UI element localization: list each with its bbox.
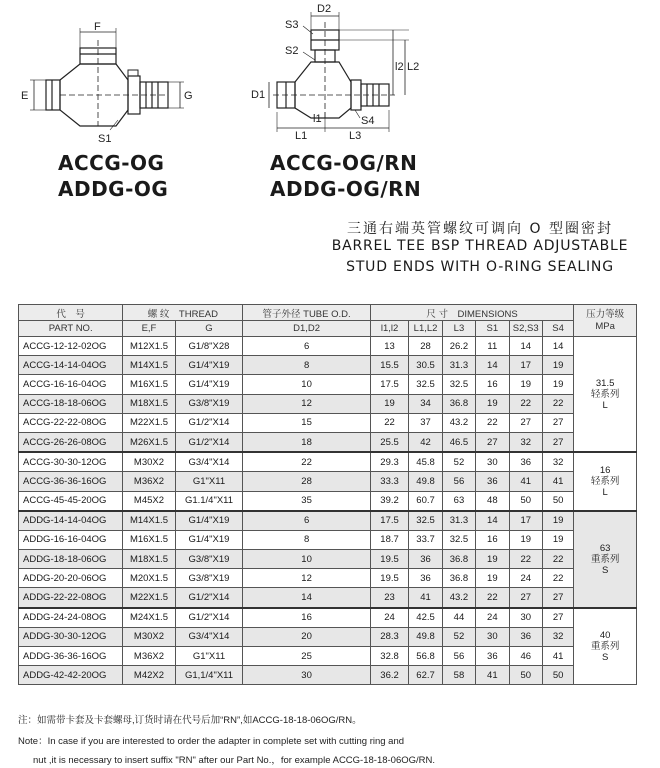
header-s4: S4 bbox=[542, 321, 573, 337]
table-cell: 19 bbox=[542, 530, 573, 549]
header-thread: 螺 纹 THREAD bbox=[123, 305, 243, 321]
header-pressure: 压力等级 MPa bbox=[574, 305, 637, 337]
header-g: G bbox=[175, 321, 243, 337]
table-row bbox=[19, 569, 637, 588]
table-cell: 32.5 bbox=[409, 375, 442, 394]
table-cell: 36 bbox=[409, 569, 442, 588]
table-cell: M36X2 bbox=[123, 647, 175, 666]
header-part-no: PART NO. bbox=[19, 321, 123, 337]
table-cell: 23 bbox=[370, 588, 409, 608]
table-row bbox=[19, 608, 637, 628]
table-cell: 36 bbox=[509, 627, 542, 646]
table-cell: 14 bbox=[476, 511, 509, 531]
table-cell: 37 bbox=[409, 413, 442, 432]
part-number-cell: ADDG-42-42-20OG bbox=[19, 666, 123, 685]
tee-fitting-rn-diagram bbox=[245, 0, 425, 140]
table-cell: 10 bbox=[243, 550, 370, 569]
table-cell: 32.5 bbox=[442, 530, 475, 549]
table-cell: 62.7 bbox=[409, 666, 442, 685]
pressure-code: S bbox=[601, 564, 609, 576]
table-cell: 10 bbox=[243, 375, 370, 394]
table-cell: 14 bbox=[509, 337, 542, 356]
table-cell: 19 bbox=[476, 394, 509, 413]
table-row bbox=[19, 394, 637, 413]
pressure-series: 轻系列 bbox=[590, 388, 620, 400]
table-cell: 52 bbox=[442, 452, 475, 472]
header-l1l2: l1,l2 bbox=[370, 321, 409, 337]
table-cell: G1/8"X28 bbox=[175, 337, 243, 356]
table-row bbox=[19, 647, 637, 666]
table-cell: 50 bbox=[542, 491, 573, 511]
table-row bbox=[19, 530, 637, 549]
table-row bbox=[19, 356, 637, 375]
part-number-cell: ACCG-14-14-04OG bbox=[19, 356, 123, 375]
header-d1d2: D1,D2 bbox=[243, 321, 370, 337]
table-cell: 22 bbox=[542, 394, 573, 413]
table-cell: 50 bbox=[509, 666, 542, 685]
table-cell: 19 bbox=[542, 511, 573, 531]
part-number-cell: ADDG-14-14-04OG bbox=[19, 511, 123, 531]
pressure-code: L bbox=[602, 486, 608, 498]
table-cell: G1/2"X14 bbox=[175, 588, 243, 608]
table-cell: 36.2 bbox=[370, 666, 409, 685]
table-cell: G1.1/4"X11 bbox=[175, 491, 243, 511]
table-cell: 33.7 bbox=[409, 530, 442, 549]
part-number-cell: ACCG-30-30-12OG bbox=[19, 452, 123, 472]
pressure-group-cell bbox=[574, 452, 637, 511]
label-s4: S4 bbox=[361, 115, 375, 127]
fitting-drawing-og bbox=[18, 18, 198, 148]
table-cell: 45.8 bbox=[409, 452, 442, 472]
table-cell: 14 bbox=[476, 356, 509, 375]
table-cell: 56 bbox=[442, 647, 475, 666]
table-cell: 49.8 bbox=[409, 627, 442, 646]
table-cell: 41 bbox=[509, 472, 542, 491]
table-cell: 46.5 bbox=[442, 432, 475, 452]
label-l2: l2 bbox=[395, 61, 404, 73]
title-chinese: 三通右端英管螺纹可调向 O 型圈密封 bbox=[347, 221, 613, 237]
table-cell: 32.5 bbox=[442, 375, 475, 394]
table-cell: 56.8 bbox=[409, 647, 442, 666]
table-cell: M14X1.5 bbox=[123, 511, 175, 531]
label-L1: L1 bbox=[295, 130, 308, 140]
table-cell: G1/2"X14 bbox=[175, 608, 243, 628]
table-cell: 34 bbox=[409, 394, 442, 413]
table-cell: M14X1.5 bbox=[123, 356, 175, 375]
table-cell: 17 bbox=[509, 356, 542, 375]
part-number-cell: ADDG-22-22-08OG bbox=[19, 588, 123, 608]
table-cell: G1"X11 bbox=[175, 647, 243, 666]
pressure-value: 31.5 bbox=[595, 377, 615, 389]
label-L2: L2 bbox=[407, 61, 420, 73]
header-dimensions: 尺 寸 DIMENSIONS bbox=[370, 305, 574, 321]
table-cell: 22 bbox=[509, 550, 542, 569]
table-cell: 36.8 bbox=[442, 550, 475, 569]
table-cell: M12X1.5 bbox=[123, 337, 175, 356]
table-cell: 35 bbox=[243, 491, 370, 511]
table-cell: G1,1/4"X11 bbox=[175, 666, 243, 685]
table-cell: 8 bbox=[243, 530, 370, 549]
table-row bbox=[19, 511, 637, 531]
pressure-value: 40 bbox=[599, 630, 611, 641]
table-cell: 19 bbox=[476, 550, 509, 569]
table-cell: 32 bbox=[542, 452, 573, 472]
table-cell: 42.5 bbox=[409, 608, 442, 628]
table-cell: 19 bbox=[542, 375, 573, 394]
table-cell: 49.8 bbox=[409, 472, 442, 491]
part-number-cell: ACCG-16-16-04OG bbox=[19, 375, 123, 394]
table-cell: M22X1.5 bbox=[123, 588, 175, 608]
table-cell: 20 bbox=[243, 627, 370, 646]
table-cell: G1/4"X19 bbox=[175, 356, 243, 375]
label-e: E bbox=[21, 90, 29, 102]
title-english-line2: STUD ENDS WITH O-RING SEALING bbox=[346, 259, 614, 275]
header-tube-od: 管子外径 TUBE O.D. bbox=[243, 305, 370, 321]
pressure-series: 重系列 bbox=[590, 641, 620, 652]
pressure-value: 16 bbox=[599, 464, 611, 476]
table-cell: 39.2 bbox=[370, 491, 409, 511]
table-cell: 28 bbox=[243, 472, 370, 491]
header-L3: L3 bbox=[442, 321, 475, 337]
table-cell: 41 bbox=[542, 472, 573, 491]
table-cell: 48 bbox=[476, 491, 509, 511]
tee-fitting-diagram bbox=[18, 18, 198, 148]
table-cell: 15 bbox=[243, 413, 370, 432]
table-cell: 56 bbox=[442, 472, 475, 491]
table-cell: 43.2 bbox=[442, 588, 475, 608]
pressure-group-cell bbox=[574, 337, 637, 453]
part-number-cell: ADDG-16-16-04OG bbox=[19, 530, 123, 549]
table-cell: 36 bbox=[476, 472, 509, 491]
table-row bbox=[19, 666, 637, 685]
table-cell: 19 bbox=[542, 356, 573, 375]
table-cell: 60.7 bbox=[409, 491, 442, 511]
table-cell: 50 bbox=[542, 666, 573, 685]
pressure-value: 63 bbox=[599, 542, 611, 554]
table-cell: G1/4"X19 bbox=[175, 375, 243, 394]
table-cell: 30 bbox=[509, 608, 542, 628]
table-cell: G1"X11 bbox=[175, 472, 243, 491]
part-number-cell: ADDG-30-30-12OG bbox=[19, 627, 123, 646]
table-cell: M45X2 bbox=[123, 491, 175, 511]
table-cell: G1/4"X19 bbox=[175, 511, 243, 531]
table-row bbox=[19, 413, 637, 432]
table-cell: 27 bbox=[509, 413, 542, 432]
table-cell: M18X1.5 bbox=[123, 550, 175, 569]
table-cell: 30 bbox=[243, 666, 370, 685]
table-cell: M30X2 bbox=[123, 627, 175, 646]
part-number-cell: ACCG-22-22-08OG bbox=[19, 413, 123, 432]
label-d2: D2 bbox=[317, 3, 332, 15]
part-number-cell: ACCG-12-12-02OG bbox=[19, 337, 123, 356]
table-cell: M36X2 bbox=[123, 472, 175, 491]
title-english-line1: BARREL TEE BSP THREAD ADJUSTABLE bbox=[331, 238, 629, 254]
label-l1: l1 bbox=[313, 113, 322, 125]
table-cell: 24 bbox=[370, 608, 409, 628]
part-number-cell: ADDG-36-36-16OG bbox=[19, 647, 123, 666]
table-cell: G3/8"X19 bbox=[175, 569, 243, 588]
dimensions-table bbox=[18, 304, 637, 685]
table-cell: 15.5 bbox=[370, 356, 409, 375]
table-cell: G1/2"X14 bbox=[175, 432, 243, 452]
table-cell: 30.5 bbox=[409, 356, 442, 375]
table-cell: 19.5 bbox=[370, 550, 409, 569]
table-cell: 32 bbox=[509, 432, 542, 452]
table-cell: M16X1.5 bbox=[123, 375, 175, 394]
model-names-og bbox=[58, 150, 168, 202]
part-number-cell: ACCG-45-45-20OG bbox=[19, 491, 123, 511]
table-row bbox=[19, 472, 637, 491]
table-cell: G3/4"X14 bbox=[175, 452, 243, 472]
table-cell: 16 bbox=[476, 530, 509, 549]
label-g: G bbox=[184, 90, 193, 102]
model-name-addg-og-rn: ADDG-OG/RN bbox=[270, 177, 422, 201]
pressure-series: 重系列 bbox=[590, 553, 620, 565]
label-s1: S1 bbox=[98, 133, 112, 145]
table-cell: 31.3 bbox=[442, 356, 475, 375]
table-cell: M30X2 bbox=[123, 452, 175, 472]
table-row bbox=[19, 452, 637, 472]
table-cell: 41 bbox=[542, 647, 573, 666]
table-cell: 17.5 bbox=[370, 375, 409, 394]
table-cell: G3/4"X14 bbox=[175, 627, 243, 646]
table-cell: 30 bbox=[476, 452, 509, 472]
table-cell: 41 bbox=[409, 588, 442, 608]
table-cell: 16 bbox=[476, 375, 509, 394]
part-number-cell: ADDG-24-24-08OG bbox=[19, 608, 123, 628]
table-row bbox=[19, 550, 637, 569]
table-body bbox=[19, 337, 637, 685]
model-name-accg-og: ACCG-OG bbox=[58, 151, 165, 175]
table-cell: 27 bbox=[542, 608, 573, 628]
table-cell: G3/8"X19 bbox=[175, 550, 243, 569]
table-cell: 22 bbox=[243, 452, 370, 472]
table-cell: 30 bbox=[476, 627, 509, 646]
table-cell: 27 bbox=[542, 432, 573, 452]
table-cell: 58 bbox=[442, 666, 475, 685]
table-cell: 46 bbox=[509, 647, 542, 666]
table-row bbox=[19, 588, 637, 608]
table-cell: 8 bbox=[243, 356, 370, 375]
table-cell: 44 bbox=[442, 608, 475, 628]
part-number-cell: ACCG-26-26-08OG bbox=[19, 432, 123, 452]
table-cell: 18 bbox=[243, 432, 370, 452]
table-cell: 22 bbox=[476, 588, 509, 608]
table-cell: 12 bbox=[243, 394, 370, 413]
label-L3: L3 bbox=[349, 130, 362, 140]
table-cell: 27 bbox=[542, 588, 573, 608]
pressure-code: S bbox=[601, 652, 609, 663]
pressure-code: L bbox=[602, 399, 608, 411]
table-cell: 24 bbox=[509, 569, 542, 588]
pressure-series: 轻系列 bbox=[590, 475, 620, 487]
table-cell: 19.5 bbox=[370, 569, 409, 588]
table-row bbox=[19, 627, 637, 646]
table-cell: 22 bbox=[476, 413, 509, 432]
table-cell: 27 bbox=[509, 588, 542, 608]
table-cell: 42 bbox=[409, 432, 442, 452]
table-cell: 28 bbox=[409, 337, 442, 356]
table-cell: M26X1.5 bbox=[123, 432, 175, 452]
note-chinese: 注：如需带卡套及卡套螺母,订货时请在代号后加“RN”,如ACCG-18-18-06OG/RN。 bbox=[18, 715, 362, 726]
pressure-group-cell bbox=[574, 608, 637, 685]
table-row bbox=[19, 375, 637, 394]
part-number-cell: ADDG-18-18-06OG bbox=[19, 550, 123, 569]
table-cell: 28.3 bbox=[370, 627, 409, 646]
table-cell: 19 bbox=[476, 569, 509, 588]
table-cell: 16 bbox=[243, 608, 370, 628]
table-cell: 32.5 bbox=[409, 511, 442, 531]
part-number-cell: ACCG-18-18-06OG bbox=[19, 394, 123, 413]
table-cell: 13 bbox=[370, 337, 409, 356]
table-cell: 32.8 bbox=[370, 647, 409, 666]
table-cell: 25.5 bbox=[370, 432, 409, 452]
table-cell: 52 bbox=[442, 627, 475, 646]
table-cell: G3/8"X19 bbox=[175, 394, 243, 413]
table-cell: M20X1.5 bbox=[123, 569, 175, 588]
table-cell: 33.3 bbox=[370, 472, 409, 491]
table-cell: G1/2"X14 bbox=[175, 413, 243, 432]
table-cell: 22 bbox=[542, 550, 573, 569]
note-english-line1: Note：In case if you are interested to order the adapter in complete set with cutting ring and bbox=[18, 736, 405, 747]
table-cell: 24 bbox=[476, 608, 509, 628]
table-cell: 36 bbox=[476, 647, 509, 666]
table-cell: 43.2 bbox=[442, 413, 475, 432]
table-row bbox=[19, 337, 637, 356]
header-ef: E,F bbox=[123, 321, 175, 337]
table-cell: G1/4"X19 bbox=[175, 530, 243, 549]
table-cell: 27 bbox=[476, 432, 509, 452]
part-number-cell: ADDG-20-20-06OG bbox=[19, 569, 123, 588]
table-cell: M42X2 bbox=[123, 666, 175, 685]
table-cell: 36 bbox=[509, 452, 542, 472]
note-english-line2: nut ,it is necessary to insert suffix "RN" after our Part No.，for example ACCG-18-18-06OG/RN. bbox=[33, 755, 436, 766]
model-name-accg-og-rn: ACCG-OG/RN bbox=[270, 151, 418, 175]
table-cell: 18.7 bbox=[370, 530, 409, 549]
table-cell: 26.2 bbox=[442, 337, 475, 356]
model-name-addg-og: ADDG-OG bbox=[58, 177, 169, 201]
table-cell: M18X1.5 bbox=[123, 394, 175, 413]
table-cell: 36.8 bbox=[442, 394, 475, 413]
table-cell: 6 bbox=[243, 337, 370, 356]
label-d1: D1 bbox=[251, 89, 266, 101]
table-cell: 41 bbox=[476, 666, 509, 685]
pressure-group-cell bbox=[574, 511, 637, 608]
table-cell: 29.3 bbox=[370, 452, 409, 472]
table-cell: 17.5 bbox=[370, 511, 409, 531]
table-row bbox=[19, 491, 637, 511]
table-cell: 11 bbox=[476, 337, 509, 356]
table-cell: 27 bbox=[542, 413, 573, 432]
table-cell: 36.8 bbox=[442, 569, 475, 588]
table-cell: 19 bbox=[509, 375, 542, 394]
table-cell: M16X1.5 bbox=[123, 530, 175, 549]
table-cell: 19 bbox=[370, 394, 409, 413]
table-cell: 17 bbox=[509, 511, 542, 531]
table-cell: 22 bbox=[509, 394, 542, 413]
table-cell: 25 bbox=[243, 647, 370, 666]
table-row bbox=[19, 432, 637, 452]
fitting-drawing-og-rn bbox=[245, 0, 425, 140]
table-cell: M22X1.5 bbox=[123, 413, 175, 432]
table-cell: 14 bbox=[542, 337, 573, 356]
table-cell: 22 bbox=[370, 413, 409, 432]
header-part-cn: 代 号 bbox=[19, 305, 123, 321]
table-cell: 19 bbox=[509, 530, 542, 549]
part-number-cell: ACCG-36-36-16OG bbox=[19, 472, 123, 491]
label-s2: S2 bbox=[285, 45, 299, 57]
table-cell: 50 bbox=[509, 491, 542, 511]
header-s2s3: S2,S3 bbox=[509, 321, 542, 337]
label-s3: S3 bbox=[285, 19, 299, 31]
table-cell: 31.3 bbox=[442, 511, 475, 531]
header-s1: S1 bbox=[476, 321, 509, 337]
table-cell: 12 bbox=[243, 569, 370, 588]
table-cell: 14 bbox=[243, 588, 370, 608]
model-names-og-rn bbox=[270, 150, 421, 202]
table-cell: 32 bbox=[542, 627, 573, 646]
table-cell: 63 bbox=[442, 491, 475, 511]
header-L1L2: L1,L2 bbox=[409, 321, 442, 337]
table-cell: 6 bbox=[243, 511, 370, 531]
table-cell: 36 bbox=[409, 550, 442, 569]
table-cell: M24X1.5 bbox=[123, 608, 175, 628]
table-cell: 22 bbox=[542, 569, 573, 588]
label-f: F bbox=[94, 21, 101, 33]
